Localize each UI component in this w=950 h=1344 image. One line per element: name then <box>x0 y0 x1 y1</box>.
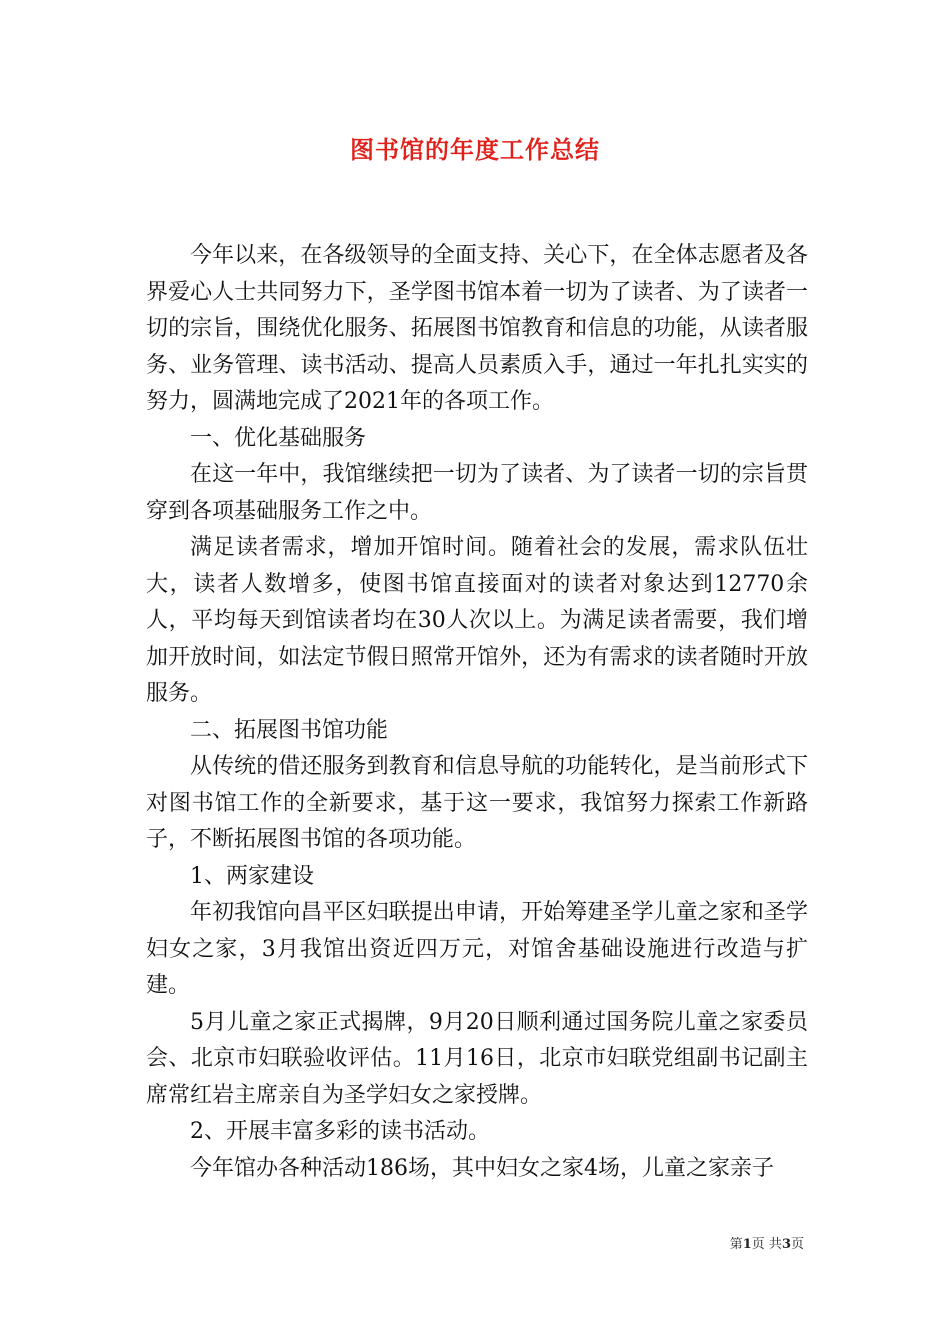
current-page-number: 1 <box>742 1237 752 1252</box>
section-heading-2: 二、拓展图书馆功能 <box>190 717 389 743</box>
document-body <box>146 238 808 1187</box>
paragraph: 在这一年中，我馆继续把一切为了读者、为了读者一切的宗旨贯穿到各项基础服务工作之中。 <box>146 462 808 524</box>
subsection-heading-2: 2、开展丰富多彩的读书活动。 <box>190 1119 490 1144</box>
page-prefix: 第 <box>729 1237 743 1252</box>
total-page-number: 3 <box>781 1237 791 1252</box>
section-heading-1: 一、优化基础服务 <box>190 425 367 451</box>
page-number-footer <box>730 1236 804 1254</box>
page-title: 图书馆的年度工作总结 <box>350 135 600 164</box>
paragraph: 从传统的借还服务到教育和信息导航的功能转化，是当前形式下对图书馆工作的全新要求，基于这一要求，我馆努力探索工作新路子，不断拓展图书馆的各项功能。 <box>146 754 808 852</box>
paragraph: 5月儿童之家正式揭牌，9月20日顺利通过国务院儿童之家委员会、北京市妇联验收评估。11月16日，北京市妇联党组副书记副主席常红岩主席亲自为圣学妇女之家授牌。 <box>146 1009 808 1108</box>
paragraph: 今年馆办各种活动186场，其中妇女之家4场，儿童之家亲子 <box>190 1155 774 1181</box>
intro-paragraph: 今年以来，在各级领导的全面支持、关心下，在全体志愿者及各界爱心人士共同努力下，圣学图书馆本着一切为了读者、为了读者一切的宗旨，围绕优化服务、拓展图书馆教育和信息的功能，从读者服务、业务管理、读书活动、提高人员素质入手，通过一年扎扎实实的努力，圆满地完成了2021年的各项工作。 <box>146 243 808 414</box>
page-suffix: 页 <box>790 1237 804 1252</box>
page-middle: 页 共 <box>751 1237 782 1252</box>
paragraph: 满足读者需求，增加开馆时间。随着社会的发展，需求队伍壮大，读者人数增多，使图书馆直接面对的读者对象达到12770余人，平均每天到馆读者均在30人次以上。为满足读者需要，我们增加开放时间，如法定节假日照常开馆外，还为有需求的读者随时开放服务。 <box>146 535 808 706</box>
paragraph: 年初我馆向昌平区妇联提出申请，开始筹建圣学儿童之家和圣学妇女之家，3月我馆出资近四万元，对馆舍基础设施进行改造与扩建。 <box>146 900 808 998</box>
subsection-heading-1: 1、两家建设 <box>190 863 314 889</box>
